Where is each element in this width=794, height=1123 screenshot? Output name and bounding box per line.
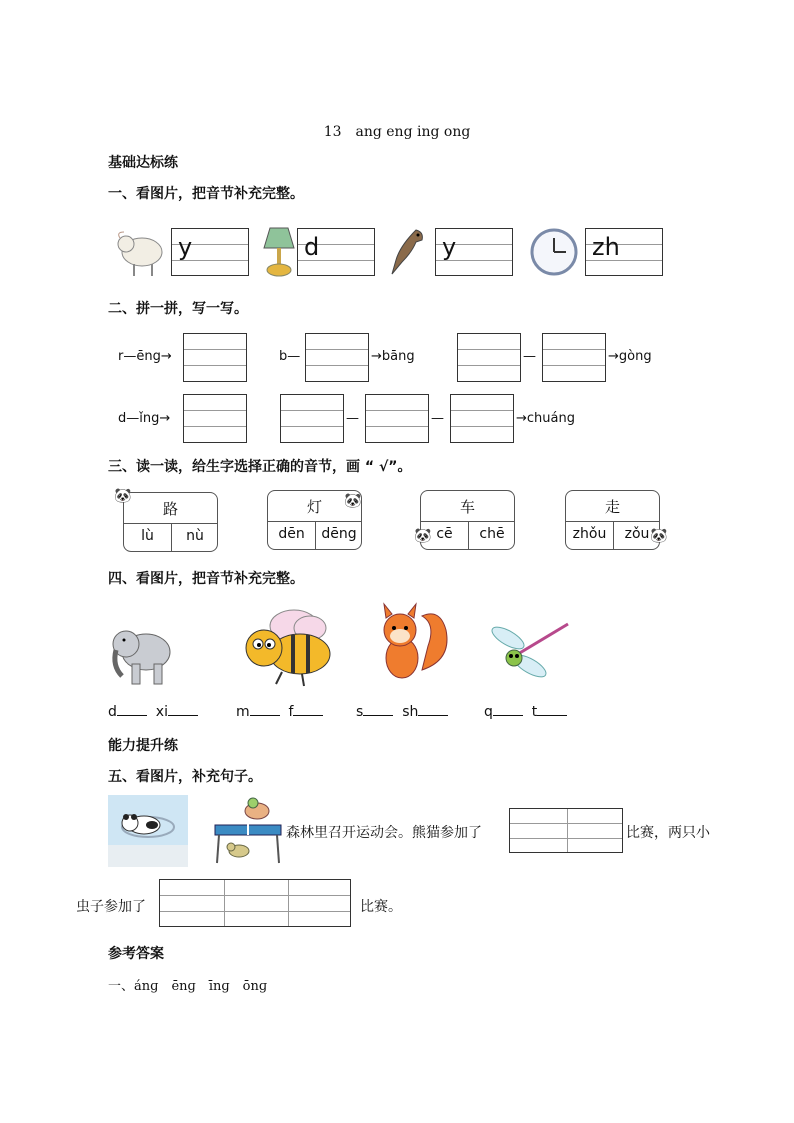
write-box-8[interactable] (450, 394, 514, 443)
option-lu[interactable]: lù (141, 528, 154, 544)
write-box-6[interactable] (280, 394, 344, 443)
write-box-3[interactable] (457, 333, 521, 382)
table-tennis-bugs-image (209, 795, 287, 867)
blank-input[interactable] (293, 715, 323, 716)
q3-heading: 三、读一读，给生字选择正确的音节，画 “ √”。 (108, 459, 412, 475)
q5-heading: 五、看图片，补充句子。 (108, 769, 262, 785)
panda-icon: 🐼 (344, 493, 362, 509)
q2-r1-b-initial: b— (279, 349, 301, 364)
option-nu[interactable]: nù (186, 528, 204, 544)
dash: — (523, 349, 536, 364)
answer-box-1[interactable] (509, 808, 623, 853)
answers-heading: 参考答案 (108, 946, 164, 962)
panda-icon: 🐼 (650, 528, 668, 544)
squirrel-icon (362, 600, 452, 690)
elephant-icon (108, 620, 176, 688)
answer-box-2[interactable] (159, 879, 351, 927)
blank-input[interactable] (537, 715, 567, 716)
blank-input[interactable] (493, 715, 523, 716)
pinyin-box-2[interactable]: d (297, 228, 375, 276)
skating-panda-image (108, 795, 188, 867)
q2-r2-a-formula: d—ǐng→ (118, 411, 171, 426)
pinyin-box-4[interactable]: zh (585, 228, 663, 276)
sheep-icon (112, 226, 168, 278)
read-card-1: 路 lù nù (123, 492, 218, 552)
dash: — (431, 411, 444, 426)
read-card-4: 走 zhǒu zǒu (565, 490, 660, 550)
blank-input[interactable] (418, 715, 448, 716)
option-zou[interactable]: zǒu (624, 526, 650, 542)
q5-text-2: 比赛，两只小 (626, 825, 710, 841)
blank-input[interactable] (117, 715, 147, 716)
q1-heading: 一、看图片，把音节补充完整。 (108, 186, 304, 202)
q2-r2-b-result: →chuáng (516, 411, 575, 426)
lamp-icon (262, 226, 296, 278)
section-advanced: 能力提升练 (108, 738, 178, 754)
panda-icon: 🐼 (114, 488, 132, 504)
pinyin-box-3[interactable]: y (435, 228, 513, 276)
clock-icon (528, 228, 580, 276)
q2-r1-a-formula: r—ēng→ (118, 349, 172, 364)
blank-group-4: q t (484, 704, 567, 720)
answers-line-1: 一、ánɡ ēnɡ īnɡ ōnɡ (108, 979, 268, 994)
q2-r1-c-result: →gòng (608, 349, 652, 364)
q5-text-1: 森林里召开运动会。熊猫参加了 (286, 825, 482, 841)
write-box-1[interactable] (183, 333, 247, 382)
dragonfly-icon (488, 618, 572, 680)
q4-heading: 四、看图片，把音节补充完整。 (108, 571, 304, 587)
blank-input[interactable] (250, 715, 280, 716)
option-ce[interactable]: cē (436, 526, 453, 542)
write-box-2[interactable] (305, 333, 369, 382)
q2-heading: 二、拼一拼，写一写。 (108, 301, 248, 317)
panda-icon: 🐼 (414, 528, 432, 544)
option-den[interactable]: dēn (278, 526, 305, 542)
blank-group-1: d xi (108, 704, 198, 720)
q2-r1-b-result: →bāng (371, 349, 415, 364)
option-che[interactable]: chē (479, 526, 505, 542)
q5-text-3: 虫子参加了 (76, 899, 146, 915)
write-box-4[interactable] (542, 333, 606, 382)
blank-input[interactable] (363, 715, 393, 716)
write-box-5[interactable] (183, 394, 247, 443)
read-card-2: 灯 dēn dēng (267, 490, 362, 550)
blank-group-2: m f (236, 704, 323, 720)
page-title: 13 ang eng ing ong (323, 124, 471, 140)
dash: — (346, 411, 359, 426)
write-box-7[interactable] (365, 394, 429, 443)
read-card-3: 车 cē chē (420, 490, 515, 550)
blank-group-3: s sh (356, 704, 448, 720)
option-deng[interactable]: dēng (321, 526, 357, 542)
section-basic: 基础达标练 (108, 155, 178, 171)
option-zhou[interactable]: zhǒu (572, 526, 607, 542)
pinyin-box-1[interactable]: y (171, 228, 249, 276)
eagle-icon (388, 226, 430, 278)
bee-icon (238, 604, 338, 688)
q5-text-4: 比赛。 (360, 899, 402, 915)
blank-input[interactable] (168, 715, 198, 716)
